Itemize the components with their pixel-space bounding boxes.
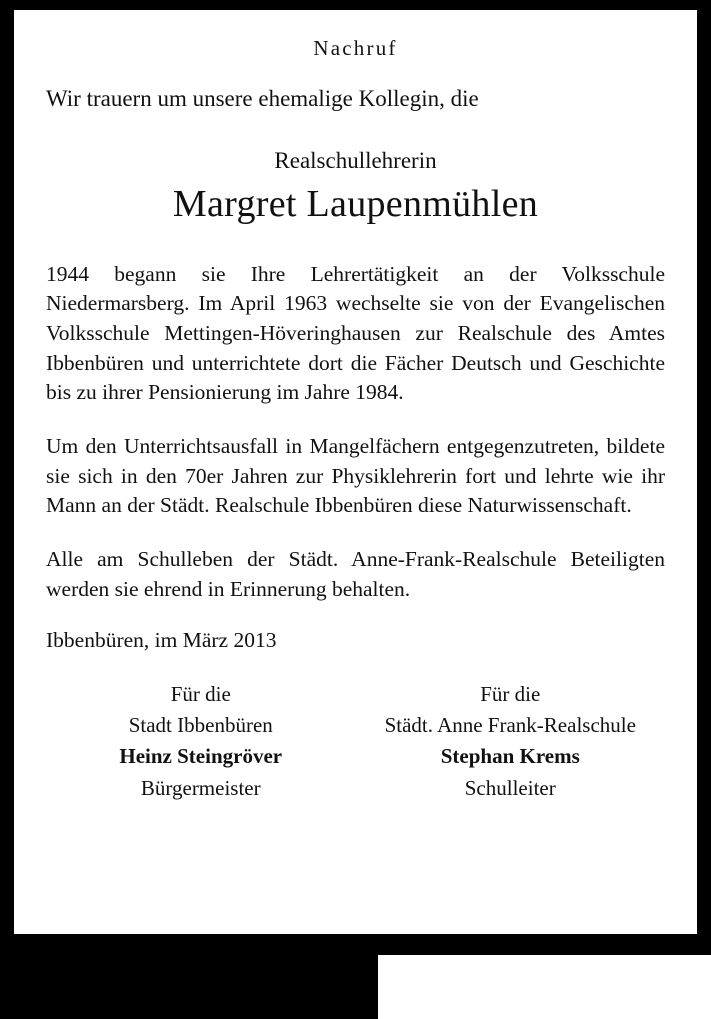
- signature-person: Stephan Krems: [440, 744, 580, 769]
- signature-city: [46, 679, 356, 803]
- signature-title: Schulleiter: [464, 775, 556, 800]
- signature-person: Heinz Steingröver: [119, 744, 283, 769]
- signature-prefix: Für die: [170, 682, 231, 707]
- place-and-date: Ibbenbüren, im März 2013: [46, 628, 277, 653]
- signature-title: Bürgermeister: [140, 775, 261, 800]
- signature-school: [356, 679, 666, 803]
- signature-organisation: Städt. Anne Frank-Realschule: [384, 713, 636, 738]
- page-title: Nachruf: [313, 36, 398, 60]
- obituary-card: [14, 10, 697, 934]
- deceased-name: Margret Laupenmühlen: [172, 182, 539, 225]
- lead-text: Wir trauern um unsere ehemalige Kollegin, die: [46, 86, 479, 111]
- biography-paragraph-2: Um den Unterrichtsausfall in Mangelfächern entgegenzutreten, bildete sie sich in den 70er Jahren zur Physiklehrerin fort und lehrte wie ihr Mann an der Städt. Realschule Ibbenbüren diese Naturwissenschaft.: [46, 434, 665, 518]
- signature-organisation: Stadt Ibbenbüren: [128, 713, 273, 738]
- signature-block: [46, 679, 665, 803]
- biography-paragraph-3: Alle am Schulleben der Städt. Anne-Frank-Realschule Beteiligten werden sie ehrend in Erinnerung behalten.: [46, 547, 665, 601]
- signature-prefix: Für die: [480, 682, 541, 707]
- profession-label: Realschullehrerin: [274, 147, 437, 173]
- page-footer-white-area: [378, 955, 711, 1019]
- biography-paragraph-1: 1944 begann sie Ihre Lehrertätigkeit an der Volksschule Niedermarsberg. Im April 1963 wechselte sie von der Evangelischen Volksschule Mettingen-Höveringhausen zur Realschule des Amtes Ibbenbüren und unterrichtete dort die Fächer Deutsch und Geschichte bis zu ihrer Pensionierung im Jahre 1984.: [46, 261, 665, 405]
